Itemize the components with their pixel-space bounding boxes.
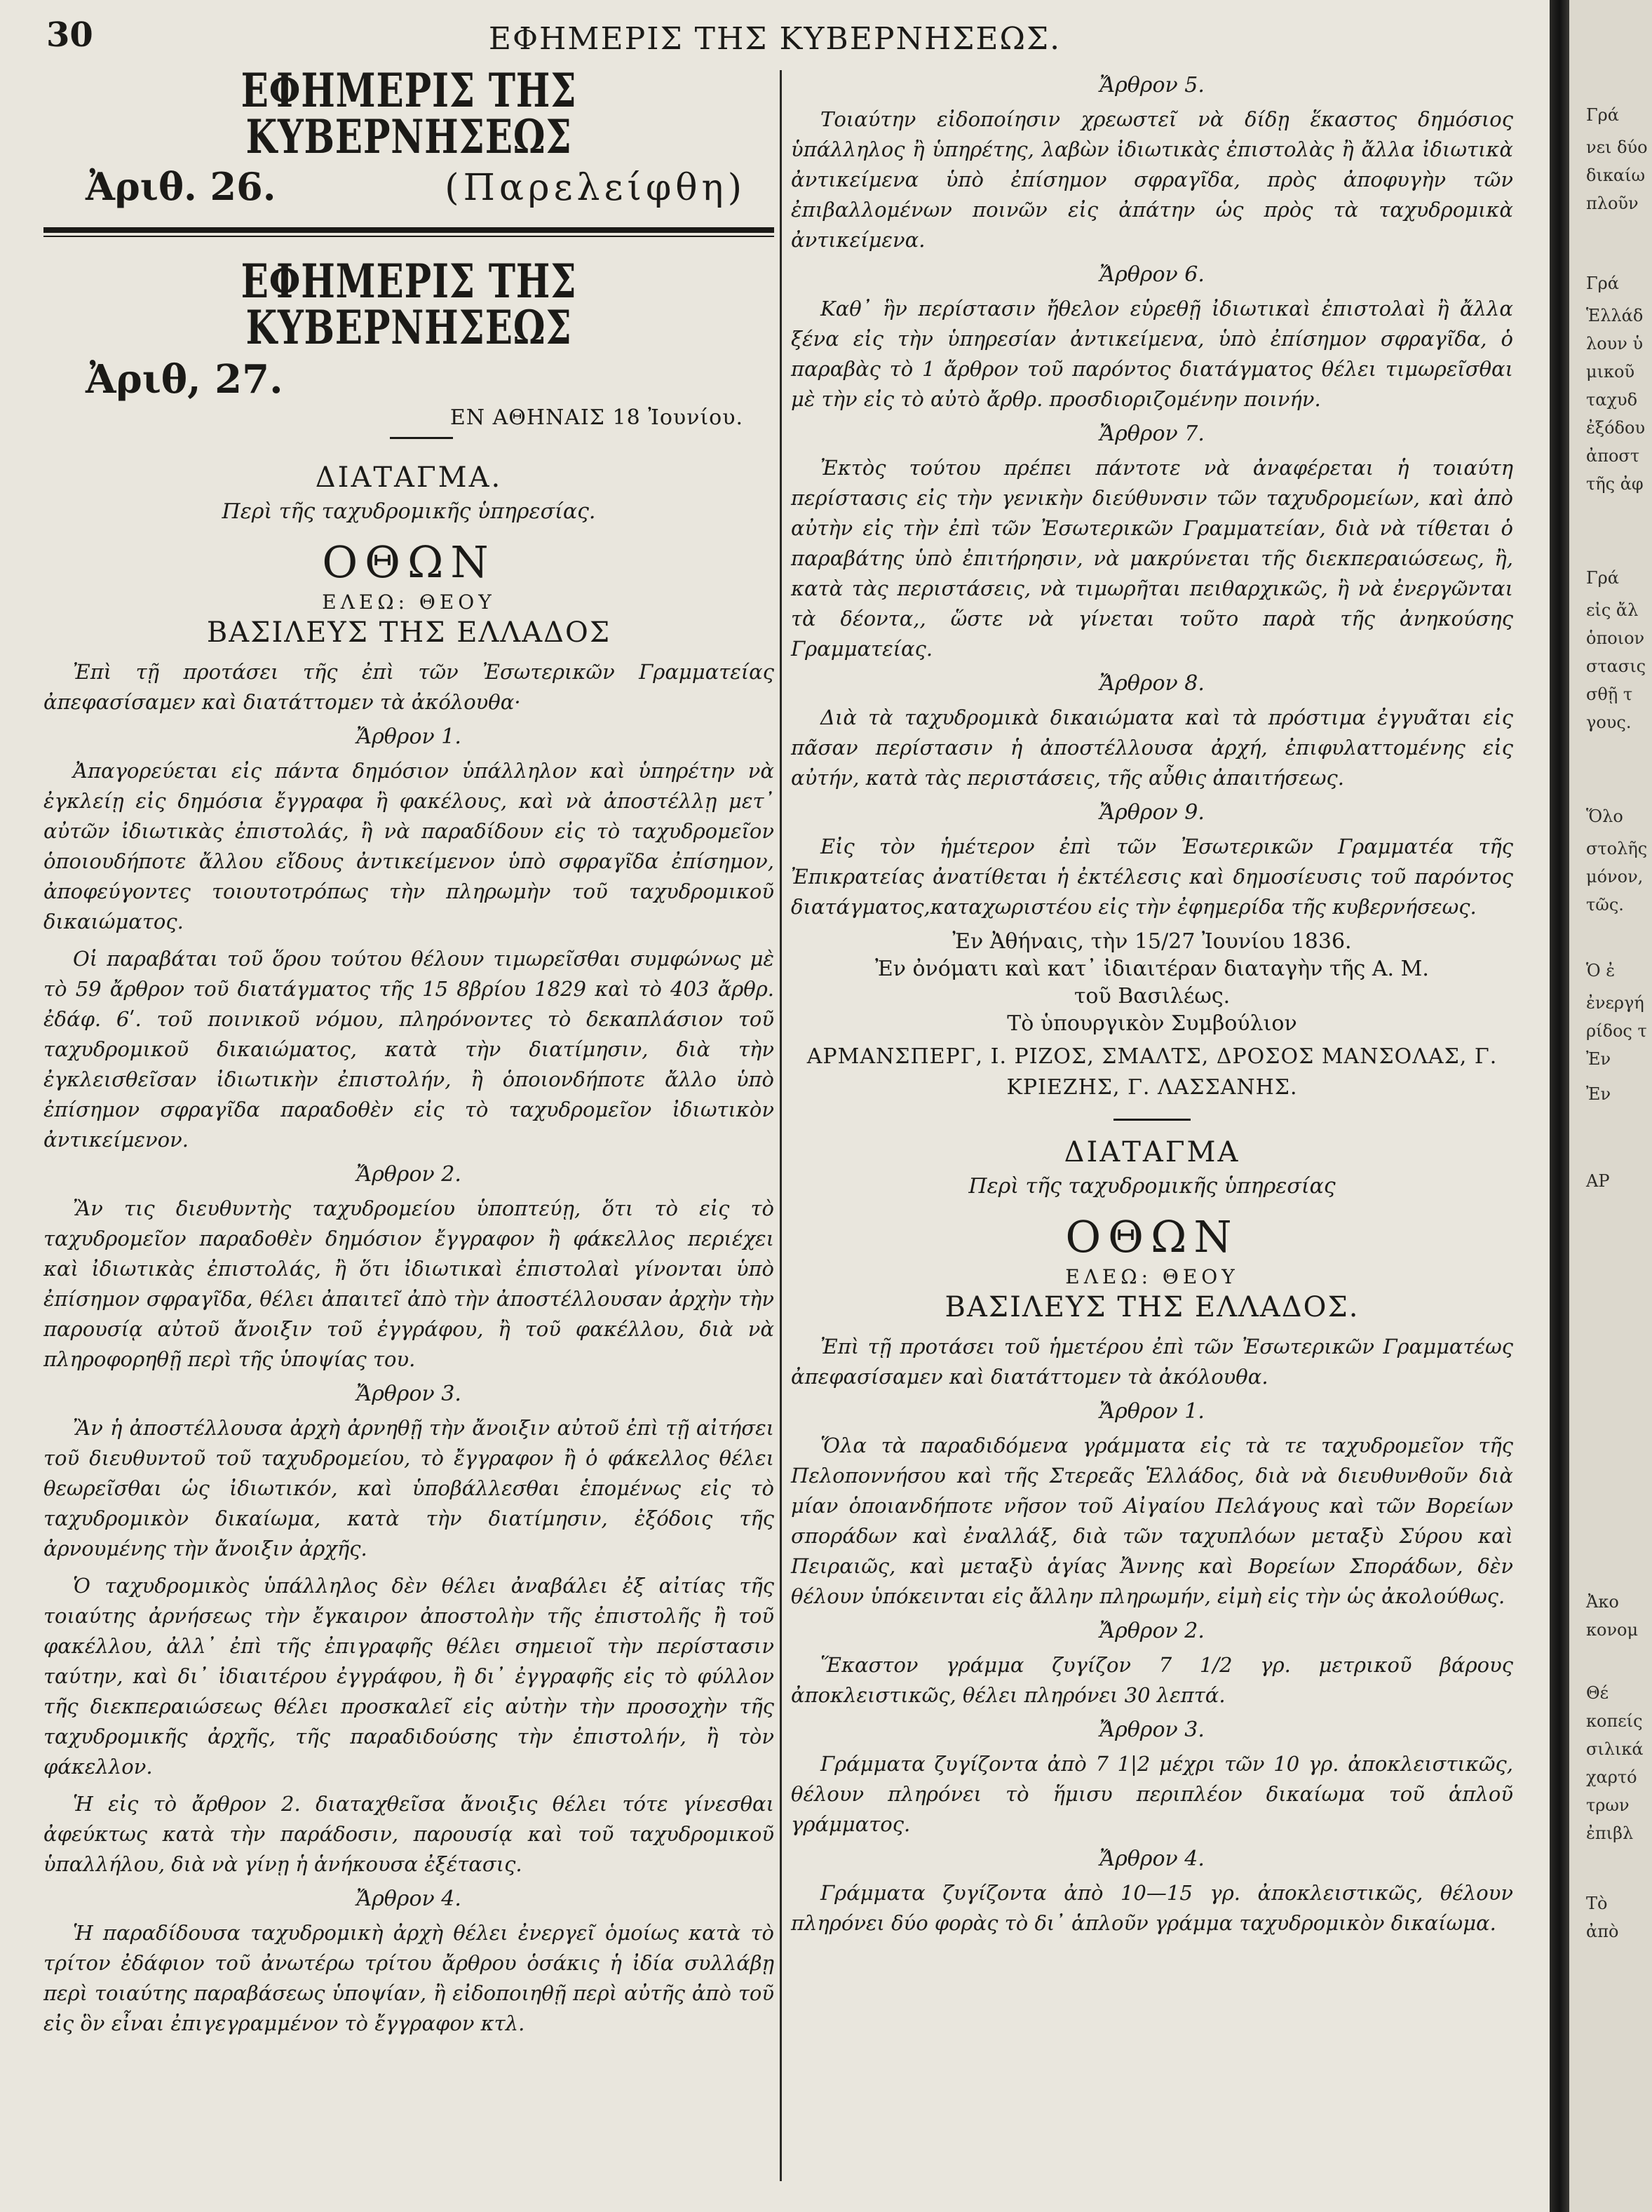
paragraph: Ὅλα τὰ παραδιδόμενα γράμματα εἰς τὰ τε ταχυδρομεῖον τῆς Πελοποννήσου καὶ τῆς Στερεᾶς Ἑλλάδος, διὰ νὰ διευθυνθοῦν διὰ μίαν ὁποιανδήποτε νῆσον τοῦ Αἰγαίου Πελάγους καὶ τῶν Βορείων σποράδων καὶ ἐναλλάξ, διὰ τῶν ταχυπλόων μεταξὺ Σύρου καὶ Πειραιῶς, καὶ μεταξὺ ἁγίας Ἄννης καὶ Βορείων Σποράδων, δὲν θέλουν ὑπόκεινται εἰς ἄλλην πληρωμήν, εἰμὴ εἰς τὴν ὡς ἀκολούθως.: [791, 1434, 1513, 1608]
paragraph: Εἰς τὸν ἡμέτερον ἐπὶ τῶν Ἐσωτερικῶν Γραμματέα τῆς Ἐπικρατείας ἀνατίθεται ἡ ἐκτέλεσις καὶ δημοσίευσις τοῦ παρόντος διατάγματος,καταχωριστέου εἰς τὴν ἐφημερίδα τῆς κυβερνήσεως.: [791, 835, 1513, 919]
right-column: [791, 67, 1513, 1945]
adjacent-page-fragment: Τὸ: [1586, 1894, 1608, 1913]
adjacent-page-fragment: Ὅλο: [1586, 807, 1623, 826]
article-heading: Ἄρθρον 6.: [1099, 262, 1205, 287]
left-column: [43, 63, 774, 2046]
adjacent-page-fragment: Ἐν: [1586, 1049, 1611, 1069]
scan-gutter: [1550, 0, 1569, 2212]
adjacent-page-fragment: Γρά: [1586, 105, 1619, 125]
adjacent-page-fragment: Γρά: [1586, 568, 1619, 588]
paragraph: Ἕκαστον γράμμα ζυγίζον 7 1/2 γρ. μετρικοῦ βάρους ἀποκλειστικῶς, θέλει πληρόνει 30 λεπτά.: [791, 1653, 1513, 1707]
article-heading: Ἄρθρον 2.: [1099, 1619, 1205, 1643]
article-heading: Ἄρθρον 4.: [356, 1887, 461, 1911]
masthead-26-title: ΕΦΗΜΕΡΙΣ ΤΗΣ ΚΥΒΕΡΝΗΣΕΩΣ: [241, 63, 577, 164]
order-line-1: Ἐν ὀνόματι καὶ κατ᾽ ἰδιαιτέραν διαταγὴν τῆς Α. Μ.: [875, 957, 1429, 981]
adjacent-page-fragment: κονομ: [1586, 1620, 1639, 1640]
adjacent-page-fragment: χαρτό: [1586, 1767, 1637, 1787]
section-rule: [1113, 1119, 1191, 1121]
by-grace-of-god-2: ΕΛΕΩ: ΘΕΟΥ: [1065, 1265, 1239, 1288]
adjacent-page-fragment: ΑΡ: [1586, 1171, 1610, 1191]
adjacent-page-fragment: ἀποστ: [1586, 446, 1640, 466]
adjacent-page-fragment: δικαίω: [1586, 166, 1646, 185]
issue-number-27: Ἀριθ, 27.: [86, 356, 283, 403]
adjacent-page-fragment: ἐξόδου: [1586, 418, 1646, 438]
column-divider: [780, 70, 782, 2181]
adjacent-page-fragment: Ἑλλάδ: [1586, 306, 1644, 325]
article-heading: Ἄρθρον 3.: [1099, 1718, 1205, 1742]
paragraph: Ἂν ἡ ἀποστέλλουσα ἀρχὴ ἀρνηθῇ τὴν ἄνοιξιν αὐτοῦ ἐπὶ τῇ αἰτήσει τοῦ διευθυντοῦ τοῦ ταχυδρομείου, τὸ ἔγγραφον ἢ ὁ φάκελλος θέλει θεωρεῖσθαι ὡς ἰδιωτικόν, καὶ ὑποβάλλεσθαι ἑπομένως εἰς τὸ ταχυδρομικὸν δικαίωμα, κατὰ τὴν διατίμησιν, ἐξόδοις τῆς ἀρνουμένης τὴν ἄνοιξιν ἀρχῆς.: [43, 1416, 774, 1560]
adjacent-page-fragment: νει δύο: [1586, 137, 1648, 157]
article-heading: Ἄρθρον 1.: [356, 724, 461, 749]
preamble: Ἐπὶ τῇ προτάσει τῆς ἐπὶ τῶν Ἐσωτερικῶν Γραμματείας ἀπεφασίσαμεν καὶ διατάττομεν τὰ ἀκόλουθα·: [43, 660, 774, 714]
masthead-thick-rule: [43, 227, 774, 233]
adjacent-page-fragment: Γρά: [1586, 274, 1619, 293]
adjacent-page-fragment: ἐπιβλ: [1586, 1823, 1634, 1843]
paragraph: Ἂν τις διευθυντὴς ταχυδρομείου ὑποπτεύῃ, ὅτι τὸ εἰς τὸ ταχυδρομεῖον παραδοθὲν δημόσιον ἔγγραφον ἢ φάκελλος περιέχει καὶ ἰδιωτικὰς ἐπιστολάς, ἢ ὅτι ἰδιωτικαὶ ἐπιστολαὶ γίνονται ὑπὸ ἐπίσημον σφραγῖδα, θέλει ἀπαιτεῖ ἀπὸ τὴν ἀποστέλλουσαν ἀρχὴν τὴν παρουσίᾳ αὐτοῦ ἄνοιξιν τοῦ ἐγγράφου, ἢ τοῦ φακέλλου, διὰ νὰ πληροφορηθῇ περὶ τῆς ὑποψίας του.: [43, 1196, 774, 1371]
decree-subtitle-2: Περὶ τῆς ταχυδρομικῆς ὑπηρεσίας: [968, 1174, 1336, 1199]
article-heading: Ἄρθρον 1.: [1099, 1399, 1205, 1424]
king-title: ΒΑΣΙΛΕΥΣ ΤΗΣ ΕΛΛΑΔΟΣ: [206, 616, 611, 649]
order-line-2: τοῦ Βασιλέως.: [1074, 984, 1231, 1009]
adjacent-page-fragment: Ἐν: [1586, 1084, 1611, 1104]
masthead-27-title: ΕΦΗΜΕΡΙΣ ΤΗΣ ΚΥΒΕΡΝΗΣΕΩΣ: [241, 254, 577, 355]
paragraph: Γράμματα ζυγίζοντα ἀπὸ 10—15 γρ. ἀποκλειστικῶς, θέλουν πληρόνει δύο φορὰς τὸ δι᾽ ἁπλοῦν γράμμα ταχυδρομικὸν δικαίωμα.: [791, 1881, 1513, 1935]
preamble-2: Ἐπὶ τῇ προτάσει τοῦ ἡμετέρου ἐπὶ τῶν Ἐσωτερικῶν Γραμματέως ἀπεφασίσαμεν καὶ διατάττομεν τὰ ἀκόλουθα.: [791, 1335, 1513, 1389]
adjacent-page-fragment: ἐνεργή: [1586, 993, 1644, 1013]
king-name-2: ΟΘΩΝ: [1065, 1211, 1239, 1262]
adjacent-page-fragment: τῆς ἀφ: [1586, 474, 1644, 494]
council-line: Τὸ ὑπουργικὸν Συμβούλιον: [1007, 1011, 1297, 1036]
omitted-note: (Παρελείφθη): [445, 167, 746, 209]
adjacent-page-fragment: Ὁ ἐ: [1586, 961, 1616, 980]
adjacent-page-fragment: μικοῦ: [1586, 362, 1635, 382]
paragraph: Ἡ εἰς τὸ ἄρθρον 2. διαταχθεῖσα ἄνοιξις θέλει τότε γίνεσθαι ἀφεύκτως κατὰ τὴν παράδοσιν, παρουσίᾳ καὶ τοῦ ταχυδρομικοῦ ὑπαλλήλου, διὰ νὰ γίνῃ ἡ ἁνήκουσα ἐξέτασις.: [43, 1792, 774, 1876]
signature-line-2: ΚΡΙΕΖΗΣ, Γ. ΛΑΣΣΑΝΗΣ.: [1006, 1075, 1298, 1100]
article-heading: Ἄρθρον 4.: [1099, 1847, 1205, 1871]
adjacent-page-fragment: ὁποιον: [1586, 628, 1645, 648]
adjacent-page-fragment: σιλικά: [1586, 1739, 1644, 1759]
running-title: ΕΦΗΜΕΡΙΣ ΤΗΣ ΚΥΒΕΡΝΗΣΕΩΣ.: [488, 21, 1062, 57]
dateline: ΕΝ ΑΘΗΝΑΙΣ 18 Ἰουνίου.: [449, 405, 743, 430]
adjacent-page-edge: [1569, 0, 1652, 2212]
decree-subtitle: Περὶ τῆς ταχυδρομικῆς ὑπηρεσίας.: [222, 499, 596, 524]
adjacent-page-fragment: λουν ὑ: [1586, 334, 1644, 353]
adjacent-page-fragment: γους.: [1586, 713, 1632, 732]
adjacent-page-fragment: στασις: [1586, 656, 1646, 676]
adjacent-page-fragment: ρίδος τ: [1586, 1021, 1647, 1041]
article-heading: Ἄρθρον 7.: [1099, 422, 1205, 446]
article-heading: Ἄρθρον 3.: [356, 1382, 461, 1406]
adjacent-page-fragment: ταχυδ: [1586, 390, 1638, 410]
paragraph: Ἀπαγορεύεται εἰς πάντα δημόσιον ὑπάλληλον καὶ ὑπηρέτην νὰ ἐγκλείῃ εἰς δημόσια ἔγγραφα ἢ φακέλους, καὶ νὰ ἀποστέλλῃ μετ᾽ αὐτῶν ἰδιωτικὰς ἐπιστολάς, ἢ νὰ παραδίδουν εἰς τὸ ταχυδρομεῖον ὁποιουδήποτε ἄλλου εἴδους ἀντικείμενον ὑπὸ σφραγῖδα ἐπίσημον, ἀποφεύγοντες τοιουτοτρόπως τὴν πληρωμὴν τοῦ ταχυδρομικοῦ δικαιώματος.: [43, 759, 774, 933]
article-heading: Ἄρθρον 8.: [1099, 671, 1205, 696]
article-heading: Ἄρθρον 5.: [1099, 73, 1205, 97]
paragraph: Τοιαύτην εἰδοποίησιν χρεωστεῖ νὰ δίδῃ ἕκαστος δημόσιος ὑπάλληλος ἢ ὑπηρέτης, λαβὼν ἰδιωτικὰς ἐπιστολὰς ἢ ἄλλα ἰδιωτικὰ ἀντικείμενα ὑπὸ ἐπίσημον σφραγῖδα, πρὸς ἀποφυγὴν τῶν ἐπιβαλλομένων ποινῶν εἰς ἀπάτην ὡς πρὸς τὰ ταχυδρομικὰ ἀντικείμενα.: [791, 107, 1513, 252]
article-heading: Ἄρθρον 9.: [1099, 800, 1205, 825]
adjacent-page-fragment: τρων: [1586, 1795, 1630, 1815]
paragraph: Καθ᾽ ἣν περίστασιν ἤθελον εὑρεθῇ ἰδιωτικαὶ ἐπιστολαὶ ἢ ἄλλα ξένα εἰς τὴν ὑπηρεσίαν ἀντικείμενα, ὑπὸ ἐπίσημον σφραγῖδα, ὁ παραβὰς τὸ 1 ἄρθρον τοῦ παρόντος διατάγματος θέλει τιμωρεῖσθαι μὲ τὴν εἰς τὸ αὐτὸ ἄρθρ. προσδιοριζομένην ποινήν.: [791, 297, 1513, 411]
signature-line-1: ΑΡΜΑΝΣΠΕΡΓ, Ι. ΡΙΖΟΣ, ΣΜΑΛΤΣ, ΔΡΟΣΟΣ ΜΑΝΣΟΛΑΣ, Γ.: [806, 1044, 1498, 1069]
decree-title-2: ΔΙΑΤΑΓΜΑ: [1064, 1136, 1240, 1168]
by-grace-of-god: ΕΛΕΩ: ΘΕΟΥ: [322, 591, 496, 614]
adjacent-page-fragment: πλοῦν: [1586, 194, 1639, 213]
paragraph: Ἡ παραδίδουσα ταχυδρομικὴ ἀρχὴ θέλει ἐνεργεῖ ὁμοίως κατὰ τὸ τρίτον ἐδάφιον τοῦ ἀνωτέρω τρίτου ἄρθρου ὁσάκις ἡ ἰδία συλλάβῃ περὶ τοιαύτης παραβάσεως ὑποψίαν, ἢ εἰδοποιηθῇ περὶ αὐτῆς ἀπὸ τοῦ εἰς ὃν εἶναι ἐπιγεγραμμένον τὸ ἔγγραφον κτλ.: [43, 1921, 774, 2035]
adjacent-page-fragment: Θέ: [1586, 1683, 1609, 1703]
paragraph: Γράμματα ζυγίζοντα ἀπὸ 7 1|2 μέχρι τῶν 10 γρ. ἀποκλειστικῶς, θέλουν πληρόνει τὸ ἥμισυ περιπλέον δικαίωμα τοῦ ἁπλοῦ γράμματος.: [791, 1752, 1513, 1836]
adjacent-page-fragment: εἰς ἄλ: [1586, 600, 1639, 620]
king-title-2: ΒΑΣΙΛΕΥΣ ΤΗΣ ΕΛΛΑΔΟΣ.: [945, 1291, 1360, 1323]
decree-title: ΔΙΑΤΑΓΜΑ.: [315, 461, 503, 494]
adjacent-page-fragment: τῶς.: [1586, 895, 1624, 915]
masthead-thin-rule: [43, 236, 774, 237]
paragraph: Ἐκτὸς τούτου πρέπει πάντοτε νὰ ἀναφέρεται ἡ τοιαύτη περίστασις εἰς τὴν γενικὴν διεύθυνσιν τῶν ταχυδρομείων, καὶ ἀπὸ αὐτὴν εἰς τὴν ἐπὶ τῶν Ἐσωτερικῶν Γραμματείαν, διὰ νὰ τίθεται ὁ παραβάτης ὑπὸ ἐπιτήρησιν, νὰ μακρύνεται τῆς διεκπεραιώσεως, ἢ, κατὰ τὰς περιστάσεις, νὰ τιμωρῆται πειθαρχικῶς, ἢ νὰ ἐνεργῶνται τὰ δέοντα,, ὥστε νὰ γίνεται τοῦτο παρὰ τῆς ἀνηκούσης Γραμματείας.: [791, 456, 1513, 661]
king-name: ΟΘΩΝ: [322, 537, 496, 588]
masthead-27-line: [43, 356, 774, 403]
decree-date: Ἐν Ἀθήναις, τὴν 15/27 Ἰουνίου 1836.: [952, 929, 1352, 954]
masthead-26-line: [43, 164, 774, 209]
page-number: 30: [46, 15, 93, 55]
adjacent-page-fragment: στολῆς: [1586, 839, 1648, 858]
paragraph: Ὁ ταχυδρομικὸς ὑπάλληλος δὲν θέλει ἀναβάλει ἐξ αἰτίας τῆς τοιαύτης ἀρνήσεως τὴν ἔγκαιρον ἀποστολὴν τῆς ἐπιστολῆς ἢ τοῦ φακέλλου, ἀλλ᾽ ἐπὶ τῆς ἐπιγραφῆς θέλει σημειοῖ τὴν περίστασιν ταύτην, καὶ δι᾽ ἰδιαιτέρου ἐγγράφου, ἢ δι᾽ ἐγγραφῆς εἰς τὸ φύλλον τῆς διεκπεραιώσεως θέλει προσκαλεῖ εἰς αὐτὴν τὴν προσοχὴν τῆς ταχυδρομικῆς ἀρχῆς, τῆς παραδιδούσης τὴν ἐπιστολήν, ἢ τὸν φάκελλον.: [43, 1574, 774, 1779]
short-rule: [390, 437, 453, 439]
adjacent-page-fragment: μόνον,: [1586, 867, 1644, 886]
adjacent-page-fragment: κοπείς: [1586, 1711, 1643, 1731]
adjacent-page-fragment: σθῇ τ: [1586, 684, 1633, 704]
paragraph: Οἱ παραβάται τοῦ ὅρου τούτου θέλουν τιμωρεῖσθαι συμφώνως μὲ τὸ 59 ἄρθρον τοῦ διατάγματος τῆς 15 8βρίου 1829 καὶ τὸ 403 ἄρθρ. ἐδάφ. 6ʹ. τοῦ ποινικοῦ νόμου, πληρόνοντες τὸ δεκαπλάσιον τοῦ ταχυδρομικοῦ δικαιώματος, κατὰ τὴν διατίμησιν, διὰ τὴν ἐγκλεισθεῖσαν ἰδιωτικὴν ἐπιστολήν, ἢ ὁποιονδήποτε ἄλλο ὑπὸ ἐπίσημον σφραγῖδα παραδοθὲν εἰς τὸ ταχυδρομεῖον ἰδιωτικὸν ἀντικείμενον.: [43, 947, 774, 1152]
signatures: [791, 1041, 1513, 1103]
adjacent-page-fragment: Ἀκο: [1586, 1592, 1619, 1612]
paragraph: Διὰ τὰ ταχυδρομικὰ δικαιώματα καὶ τὰ πρόστιμα ἐγγυᾶται εἰς πᾶσαν περίστασιν ἡ ἀποστέλλουσα ἀρχή, ἐπιφυλαττομένης εἰς αὐτήν, κατὰ τὰς περιστάσεις, τῆς αὖθις ἀπαιτήσεως.: [791, 706, 1513, 790]
issue-number-26: Ἀριθ. 26.: [86, 164, 276, 209]
article-heading: Ἄρθρον 2.: [356, 1162, 461, 1187]
adjacent-page-fragment: ἀπὸ: [1586, 1922, 1619, 1941]
